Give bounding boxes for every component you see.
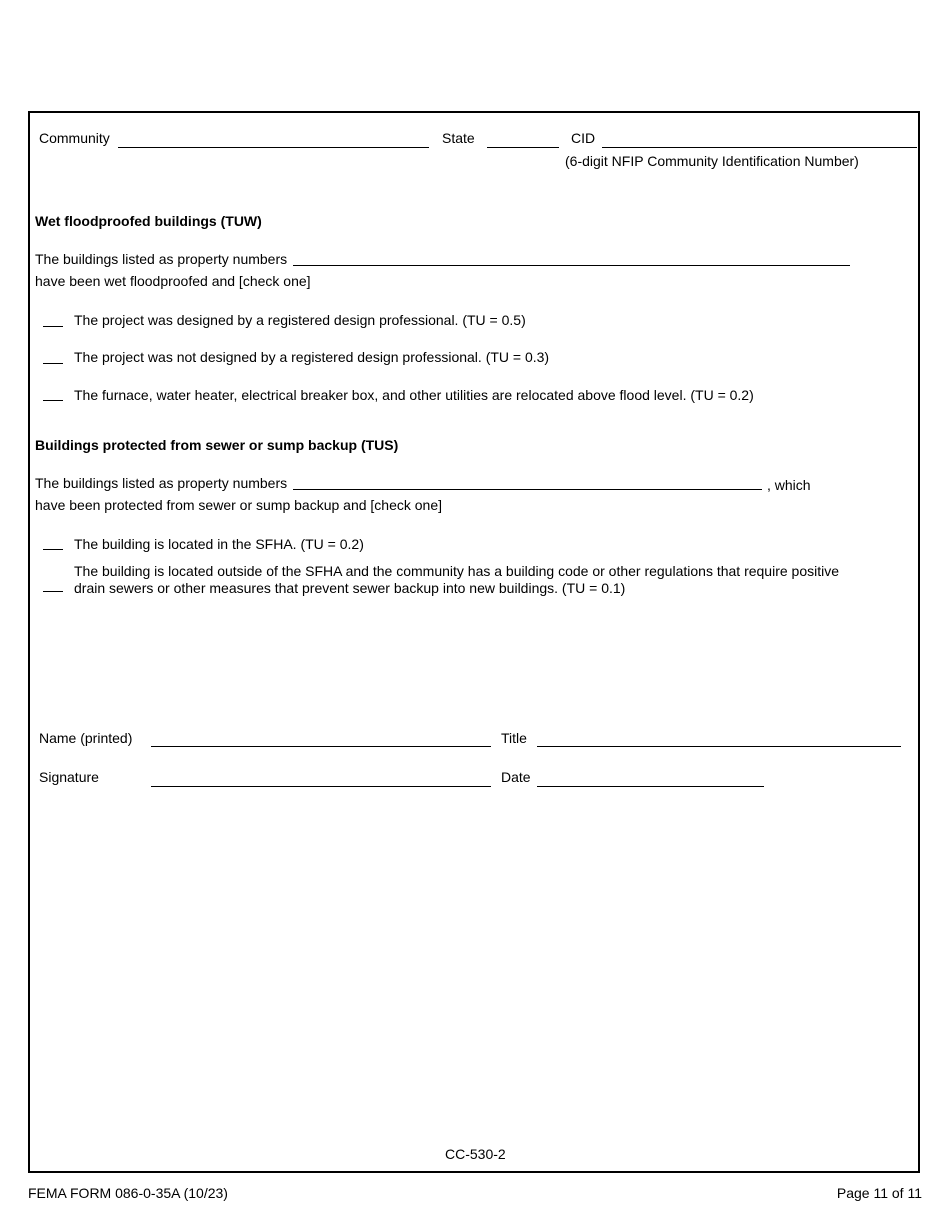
title-label: Title	[501, 730, 527, 746]
tuw-listed-text: The buildings listed as property numbers	[35, 251, 288, 267]
name-printed-field[interactable]	[151, 746, 491, 747]
tuw-property-numbers-field[interactable]	[293, 265, 850, 266]
tuw-option-1-checkbox[interactable]	[43, 326, 63, 327]
title-field[interactable]	[537, 746, 901, 747]
tuw-option-3-label: The furnace, water heater, electrical breaker box, and other utilities are relocated above flood level. (TU = 0.2)	[74, 387, 754, 403]
name-printed-label: Name (printed)	[39, 730, 133, 746]
tus-option-2-line-2: drain sewers or other measures that prevent sewer backup into new buildings. (TU = 0.1)	[74, 580, 626, 596]
tus-heading: Buildings protected from sewer or sump backup (TUS)	[35, 437, 399, 453]
state-field[interactable]	[487, 147, 559, 148]
tuw-continuation: have been wet floodproofed and [check one]	[35, 273, 311, 289]
tus-which-text: , which	[767, 477, 811, 493]
cid-note: (6-digit NFIP Community Identification Number)	[565, 153, 859, 169]
tus-option-1-checkbox[interactable]	[43, 549, 63, 550]
tus-option-2-line-1: The building is located outside of the SFHA and the community has a building code or other regulations that require positive	[74, 563, 840, 579]
tus-continuation: have been protected from sewer or sump backup and [check one]	[35, 497, 443, 513]
tuw-option-2-checkbox[interactable]	[43, 363, 63, 364]
footer-form-id: FEMA FORM 086-0-35A (10/23)	[28, 1185, 228, 1201]
tuw-option-1-label: The project was designed by a registered design professional. (TU = 0.5)	[74, 312, 526, 328]
tuw-option-2-label: The project was not designed by a registered design professional. (TU = 0.3)	[74, 349, 550, 365]
cid-label: CID	[571, 130, 596, 146]
state-label: State	[442, 130, 475, 146]
community-field[interactable]	[118, 147, 429, 148]
tus-option-2-checkbox[interactable]	[43, 591, 63, 592]
tus-option-1-label: The building is located in the SFHA. (TU = 0.2)	[74, 536, 364, 552]
signature-field[interactable]	[151, 786, 491, 787]
community-label: Community	[39, 130, 110, 146]
signature-label: Signature	[39, 769, 99, 785]
tus-listed-text: The buildings listed as property numbers	[35, 475, 288, 491]
footer-page-number: Page 11 of 11	[836, 1185, 922, 1201]
tuw-heading: Wet floodproofed buildings (TUW)	[35, 213, 262, 229]
date-field[interactable]	[537, 786, 764, 787]
tuw-option-3-checkbox[interactable]	[43, 400, 63, 401]
tus-property-numbers-field[interactable]	[293, 489, 762, 490]
date-label: Date	[501, 769, 531, 785]
form-code: CC-530-2	[445, 1146, 506, 1162]
form-frame	[28, 111, 920, 1173]
cid-field[interactable]	[602, 147, 917, 148]
